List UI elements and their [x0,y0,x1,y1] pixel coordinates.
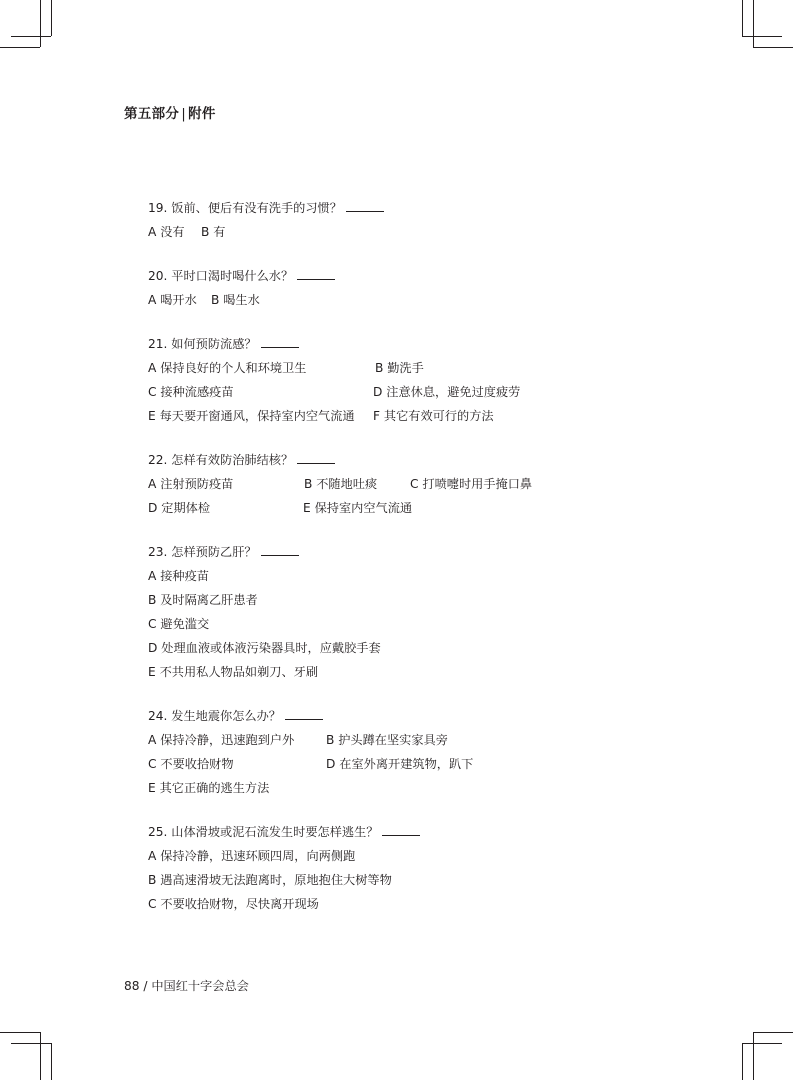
question-20 [148,264,708,312]
question-23 [148,540,708,684]
option-c[interactable]: C 不要收拾财物 [148,757,234,771]
option-b[interactable]: B 及时隔离乙肝患者 [148,593,258,607]
section-header [124,104,216,124]
answer-blank[interactable] [297,450,335,464]
option-d[interactable]: D 处理血液或体液污染器具时，应戴胶手套 [148,641,381,655]
question-24 [148,704,708,800]
header-separator: | [181,106,187,122]
option-d[interactable]: D 注意休息，避免过度疲劳 [373,385,521,399]
option-b[interactable]: B 不随地吐痰 [304,477,378,491]
option-a[interactable]: A 没有 [148,225,185,239]
option-c[interactable]: C 不要收拾财物，尽快离开现场 [148,897,319,911]
option-row [148,404,708,428]
option-a[interactable]: A 注射预防疫苗 [148,477,234,491]
option-row [148,844,708,868]
question-22 [148,448,708,520]
option-row [148,356,708,380]
option-row [148,588,708,612]
option-a[interactable]: A 保持冷静，迅速环顾四周，向两侧跑 [148,849,356,863]
answer-blank[interactable] [261,334,299,348]
option-b[interactable]: B 遇高速滑坡无法跑离时，原地抱住大树等物 [148,873,392,887]
answer-blank[interactable] [346,198,384,212]
answer-blank[interactable] [297,266,335,280]
option-c[interactable]: C 接种流感疫苗 [148,385,234,399]
option-c[interactable]: C 打喷嚏时用手掩口鼻 [410,477,533,491]
option-row [148,636,708,660]
footer-separator: / [143,979,148,993]
option-a[interactable]: A 保持良好的个人和环境卫生 [148,361,307,375]
option-a[interactable]: A 保持冷静，迅速跑到户外 [148,733,295,747]
option-row [148,660,708,684]
question-text: 20. 平时口渴时喝什么水？ [148,264,708,288]
answer-blank[interactable] [285,706,323,720]
option-e[interactable]: E 其它正确的逃生方法 [148,781,270,795]
option-d[interactable]: D 定期体检 [148,501,211,515]
option-row [148,868,708,892]
question-21 [148,332,708,428]
option-a[interactable]: A 接种疫苗 [148,569,209,583]
answer-blank[interactable] [261,542,299,556]
question-19 [148,196,708,244]
option-row [148,288,708,312]
option-row [148,472,708,496]
option-a[interactable]: A 喝开水 [148,293,197,307]
option-row [148,496,708,520]
questionnaire [148,196,708,936]
option-b[interactable]: B 护头蹲在坚实家具旁 [326,733,448,747]
option-row [148,564,708,588]
section-part: 第五部分 [124,106,180,122]
option-b[interactable]: B 喝生水 [211,293,260,307]
option-d[interactable]: D 在室外离开建筑物，趴下 [326,757,474,771]
question-text: 24. 发生地震你怎么办？ [148,704,708,728]
option-row [148,776,708,800]
section-title: 附件 [188,106,216,122]
option-row [148,892,708,916]
question-text: 25. 山体滑坡或泥石流发生时要怎样逃生？ [148,820,708,844]
option-f[interactable]: F 其它有效可行的方法 [373,409,494,423]
question-text: 23. 怎样预防乙肝？ [148,540,708,564]
question-text: 19. 饭前、便后有没有洗手的习惯？ [148,196,708,220]
option-c[interactable]: C 避免滥交 [148,617,210,631]
question-text: 21. 如何预防流感？ [148,332,708,356]
question-text: 22. 怎样有效防治肺结核？ [148,448,708,472]
option-row [148,612,708,636]
page-footer [124,976,249,996]
answer-blank[interactable] [382,822,420,836]
option-row [148,220,708,244]
option-e[interactable]: E 保持室内空气流通 [303,501,413,515]
option-e[interactable]: E 不共用私人物品如剃刀、牙刷 [148,665,319,679]
option-row [148,728,708,752]
option-e[interactable]: E 每天要开窗通风，保持室内空气流通 [148,409,355,423]
option-row [148,752,708,776]
footer-organization: 中国红十字会总会 [151,979,249,993]
option-b[interactable]: B 有 [201,225,226,239]
option-b[interactable]: B 勤洗手 [375,361,424,375]
page-number: 88 [124,979,140,993]
option-row [148,380,708,404]
question-25 [148,820,708,916]
